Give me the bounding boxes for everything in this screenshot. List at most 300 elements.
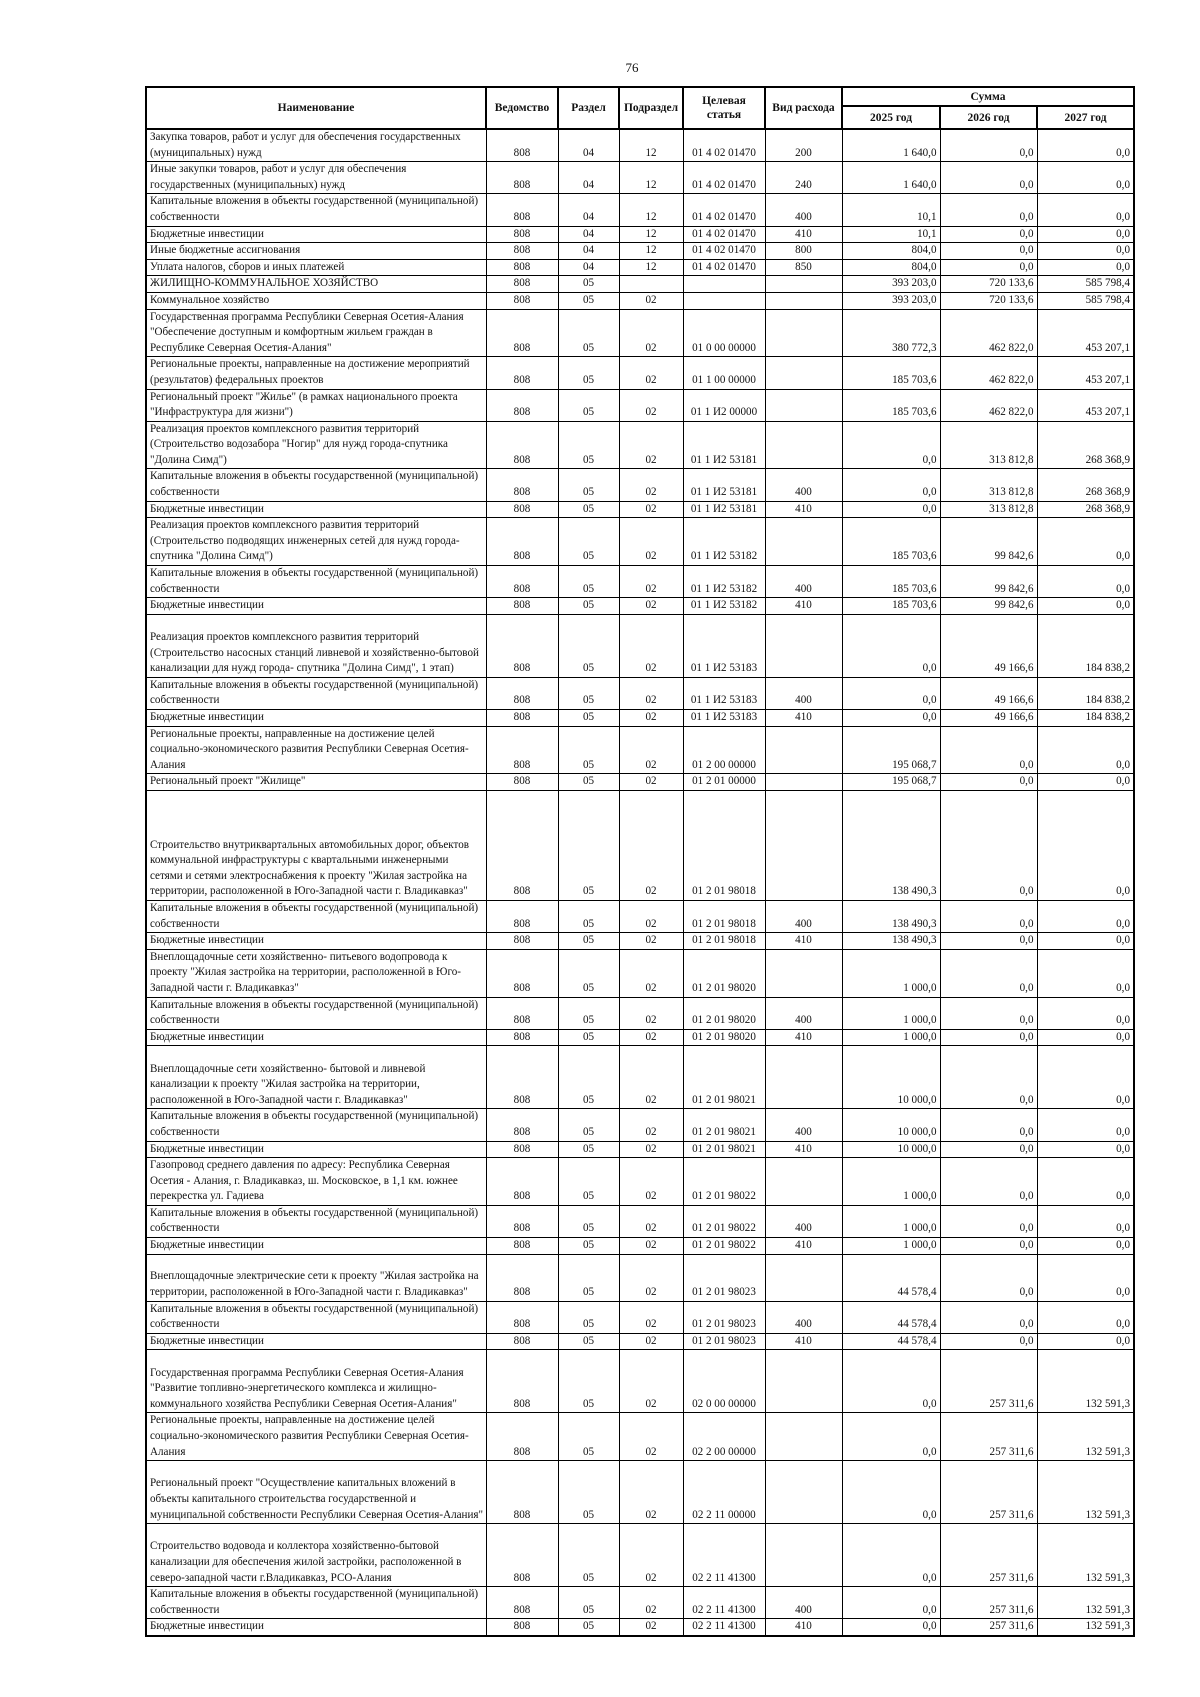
row-vid-rashoda <box>765 726 842 774</box>
table-row <box>146 614 1134 677</box>
row-podrazdel: 02 <box>619 1046 683 1109</box>
row-sum-2025: 0,0 <box>842 1413 940 1461</box>
table-row <box>146 790 1134 900</box>
row-sum-2025: 185 703,6 <box>842 598 940 615</box>
table-row <box>146 566 1134 598</box>
row-razdel: 05 <box>558 726 619 774</box>
row-sum-2027: 453 207,1 <box>1037 309 1134 357</box>
table-row <box>146 389 1134 421</box>
row-razdel: 05 <box>558 1524 619 1587</box>
row-celevaya-statya: 01 2 01 98020 <box>683 1029 765 1046</box>
row-vedomstvo: 808 <box>486 501 558 518</box>
row-name: Бюджетные инвестиции <box>146 501 486 518</box>
row-podrazdel: 02 <box>619 1158 683 1206</box>
row-sum-2026: 0,0 <box>940 1205 1037 1237</box>
row-vedomstvo: 808 <box>486 566 558 598</box>
row-sum-2027: 268 368,9 <box>1037 501 1134 518</box>
row-sum-2025: 1 640,0 <box>842 129 940 162</box>
row-celevaya-statya: 01 4 02 01470 <box>683 243 765 260</box>
row-sum-2025: 393 203,0 <box>842 292 940 309</box>
row-sum-2027: 132 591,3 <box>1037 1587 1134 1619</box>
row-sum-2026: 0,0 <box>940 1109 1037 1141</box>
row-sum-2025: 195 068,7 <box>842 726 940 774</box>
row-celevaya-statya: 01 1 И2 53182 <box>683 598 765 615</box>
row-vedomstvo: 808 <box>486 1413 558 1461</box>
row-celevaya-statya: 02 2 11 41300 <box>683 1587 765 1619</box>
row-celevaya-statya: 01 0 00 00000 <box>683 309 765 357</box>
table-row <box>146 129 1134 162</box>
row-sum-2025: 380 772,3 <box>842 309 940 357</box>
row-podrazdel: 02 <box>619 1413 683 1461</box>
table-row <box>146 1413 1134 1461</box>
row-celevaya-statya: 01 1 00 00000 <box>683 357 765 389</box>
row-razdel: 05 <box>558 1254 619 1301</box>
row-podrazdel: 02 <box>619 421 683 469</box>
table-row <box>146 518 1134 566</box>
row-sum-2025: 804,0 <box>842 259 940 276</box>
row-razdel: 05 <box>558 389 619 421</box>
row-sum-2025: 0,0 <box>842 469 940 501</box>
row-sum-2026: 0,0 <box>940 243 1037 260</box>
row-podrazdel: 02 <box>619 1619 683 1636</box>
row-podrazdel: 02 <box>619 469 683 501</box>
row-sum-2027: 132 591,3 <box>1037 1461 1134 1524</box>
row-sum-2027: 0,0 <box>1037 1046 1134 1109</box>
row-razdel: 05 <box>558 774 619 791</box>
row-razdel: 04 <box>558 162 619 194</box>
row-sum-2027: 0,0 <box>1037 194 1134 226</box>
row-razdel: 05 <box>558 276 619 293</box>
row-vedomstvo: 808 <box>486 259 558 276</box>
header-summa: Сумма <box>842 87 1134 106</box>
row-vid-rashoda <box>765 518 842 566</box>
row-sum-2025: 138 490,3 <box>842 900 940 932</box>
row-sum-2025: 185 703,6 <box>842 357 940 389</box>
row-name: Региональный проект "Жилье" (в рамках национального проекта "Инфраструктура для жизни") <box>146 389 486 421</box>
row-name: Капитальные вложения в объекты государственной (муниципальной) собственности <box>146 1109 486 1141</box>
table-row <box>146 1350 1134 1413</box>
row-podrazdel: 02 <box>619 1029 683 1046</box>
row-vid-rashoda: 410 <box>765 226 842 243</box>
row-celevaya-statya: 02 2 11 00000 <box>683 1461 765 1524</box>
row-name: Капитальные вложения в объекты государственной (муниципальной) собственности <box>146 1301 486 1333</box>
row-sum-2025: 10 000,0 <box>842 1109 940 1141</box>
row-sum-2026: 257 311,6 <box>940 1350 1037 1413</box>
row-sum-2027: 453 207,1 <box>1037 389 1134 421</box>
row-sum-2026: 0,0 <box>940 774 1037 791</box>
row-sum-2027: 0,0 <box>1037 1238 1134 1255</box>
row-celevaya-statya: 01 2 01 98022 <box>683 1205 765 1237</box>
row-razdel: 04 <box>558 259 619 276</box>
row-celevaya-statya: 01 2 01 98021 <box>683 1046 765 1109</box>
table-row <box>146 194 1134 226</box>
row-vedomstvo: 808 <box>486 1109 558 1141</box>
row-sum-2026: 257 311,6 <box>940 1524 1037 1587</box>
row-vid-rashoda <box>765 1254 842 1301</box>
row-vedomstvo: 808 <box>486 1141 558 1158</box>
row-sum-2026: 313 812,8 <box>940 469 1037 501</box>
table-header <box>146 87 1134 129</box>
table-row <box>146 1046 1134 1109</box>
row-vid-rashoda <box>765 421 842 469</box>
row-sum-2027: 0,0 <box>1037 1301 1134 1333</box>
row-sum-2027: 0,0 <box>1037 1029 1134 1046</box>
row-sum-2026: 0,0 <box>940 1333 1037 1350</box>
row-vid-rashoda: 400 <box>765 1301 842 1333</box>
row-name: Капитальные вложения в объекты государственной (муниципальной) собственности <box>146 900 486 932</box>
row-sum-2025: 185 703,6 <box>842 566 940 598</box>
table-row <box>146 1109 1134 1141</box>
row-name: Внеплощадочные сети хозяйственно- бытовой и ливневой канализации к проекту "Жилая застройка на территории, расположенной в Юго-Западной части г. Владикавказ" <box>146 1046 486 1109</box>
row-sum-2027: 0,0 <box>1037 1109 1134 1141</box>
row-vid-rashoda: 410 <box>765 1619 842 1636</box>
row-vid-rashoda: 400 <box>765 469 842 501</box>
row-vedomstvo: 808 <box>486 276 558 293</box>
row-vedomstvo: 808 <box>486 309 558 357</box>
row-podrazdel: 12 <box>619 259 683 276</box>
row-sum-2025: 1 000,0 <box>842 1029 940 1046</box>
row-vid-rashoda: 400 <box>765 194 842 226</box>
row-podrazdel <box>619 276 683 293</box>
row-vedomstvo: 808 <box>486 1254 558 1301</box>
row-sum-2027: 0,0 <box>1037 1254 1134 1301</box>
row-sum-2027: 184 838,2 <box>1037 710 1134 727</box>
row-podrazdel: 02 <box>619 389 683 421</box>
row-name: Капитальные вложения в объекты государственной (муниципальной) собственности <box>146 1587 486 1619</box>
row-sum-2026: 257 311,6 <box>940 1619 1037 1636</box>
row-sum-2026: 0,0 <box>940 790 1037 900</box>
row-sum-2027: 0,0 <box>1037 1141 1134 1158</box>
row-sum-2027: 0,0 <box>1037 726 1134 774</box>
row-celevaya-statya: 01 2 01 00000 <box>683 774 765 791</box>
row-sum-2026: 99 842,6 <box>940 566 1037 598</box>
row-podrazdel: 02 <box>619 1587 683 1619</box>
row-vedomstvo: 808 <box>486 1158 558 1206</box>
table-row <box>146 501 1134 518</box>
row-podrazdel: 02 <box>619 1350 683 1413</box>
row-sum-2025: 804,0 <box>842 243 940 260</box>
row-podrazdel: 02 <box>619 309 683 357</box>
row-sum-2025: 0,0 <box>842 1587 940 1619</box>
row-vid-rashoda: 800 <box>765 243 842 260</box>
row-razdel: 05 <box>558 614 619 677</box>
row-podrazdel: 02 <box>619 997 683 1029</box>
row-vid-rashoda <box>765 357 842 389</box>
row-sum-2026: 0,0 <box>940 997 1037 1029</box>
row-sum-2027: 268 368,9 <box>1037 469 1134 501</box>
table-row <box>146 243 1134 260</box>
row-sum-2025: 0,0 <box>842 501 940 518</box>
row-vedomstvo: 808 <box>486 1350 558 1413</box>
row-vid-rashoda <box>765 1413 842 1461</box>
row-celevaya-statya: 02 2 00 00000 <box>683 1413 765 1461</box>
table-row <box>146 677 1134 709</box>
row-razdel: 04 <box>558 226 619 243</box>
row-name: Строительство внутриквартальных автомобильных дорог, объектов коммунальной инфраструктуры с квартальными инженерными сетями и сетями электроснабжения к проекту "Жилая застройка на территории, расположенной в Юго-Западной части г. Владикавказ" <box>146 790 486 900</box>
row-vedomstvo: 808 <box>486 421 558 469</box>
row-celevaya-statya: 01 2 01 98020 <box>683 949 765 997</box>
row-sum-2026: 99 842,6 <box>940 518 1037 566</box>
row-celevaya-statya <box>683 292 765 309</box>
row-celevaya-statya: 01 2 01 98023 <box>683 1254 765 1301</box>
row-celevaya-statya: 01 2 01 98023 <box>683 1333 765 1350</box>
row-name: Региональные проекты, направленные на достижение целей социально-экономического развития Республики Северная Осетия-Алания <box>146 1413 486 1461</box>
row-vid-rashoda <box>765 276 842 293</box>
row-sum-2026: 0,0 <box>940 933 1037 950</box>
row-name: Государственная программа Республики Северная Осетия-Алания "Обеспечение доступным и комфортным жильем граждан в Республике Северная Осетия-Алания" <box>146 309 486 357</box>
table-row <box>146 1524 1134 1587</box>
row-vedomstvo: 808 <box>486 389 558 421</box>
row-razdel: 05 <box>558 1205 619 1237</box>
row-vid-rashoda <box>765 1350 842 1413</box>
row-vedomstvo: 808 <box>486 129 558 162</box>
row-podrazdel: 02 <box>619 598 683 615</box>
row-sum-2027: 0,0 <box>1037 949 1134 997</box>
row-name: Закупка товаров, работ и услуг для обеспечения государственных (муниципальных) нужд <box>146 129 486 162</box>
row-sum-2027: 0,0 <box>1037 243 1134 260</box>
row-podrazdel: 02 <box>619 1254 683 1301</box>
header-celevaya-statya: Целевая статья <box>683 87 765 129</box>
table-row <box>146 726 1134 774</box>
row-sum-2027: 132 591,3 <box>1037 1413 1134 1461</box>
row-vedomstvo: 808 <box>486 1029 558 1046</box>
row-sum-2027: 0,0 <box>1037 790 1134 900</box>
row-vid-rashoda <box>765 790 842 900</box>
row-sum-2027: 0,0 <box>1037 518 1134 566</box>
row-sum-2025: 1 000,0 <box>842 1205 940 1237</box>
row-celevaya-statya: 01 2 01 98022 <box>683 1238 765 1255</box>
row-sum-2027: 453 207,1 <box>1037 357 1134 389</box>
row-vid-rashoda: 410 <box>765 501 842 518</box>
row-vid-rashoda: 200 <box>765 129 842 162</box>
row-vedomstvo: 808 <box>486 710 558 727</box>
row-sum-2027: 0,0 <box>1037 129 1134 162</box>
row-razdel: 05 <box>558 501 619 518</box>
row-sum-2027: 0,0 <box>1037 162 1134 194</box>
row-celevaya-statya: 01 2 00 00000 <box>683 726 765 774</box>
row-sum-2027: 0,0 <box>1037 226 1134 243</box>
table-row <box>146 309 1134 357</box>
row-vid-rashoda: 400 <box>765 1109 842 1141</box>
row-sum-2026: 0,0 <box>940 1238 1037 1255</box>
row-sum-2027: 0,0 <box>1037 598 1134 615</box>
row-celevaya-statya: 01 1 И2 53182 <box>683 566 765 598</box>
row-podrazdel: 12 <box>619 162 683 194</box>
table-row <box>146 710 1134 727</box>
row-sum-2027: 132 591,3 <box>1037 1619 1134 1636</box>
table-row <box>146 1141 1134 1158</box>
row-razdel: 05 <box>558 1461 619 1524</box>
row-sum-2026: 99 842,6 <box>940 598 1037 615</box>
row-razdel: 05 <box>558 710 619 727</box>
row-sum-2025: 1 640,0 <box>842 162 940 194</box>
row-sum-2025: 138 490,3 <box>842 933 940 950</box>
table-row <box>146 1158 1134 1206</box>
header-name: Наименование <box>146 87 486 129</box>
row-name: Бюджетные инвестиции <box>146 933 486 950</box>
row-sum-2025: 0,0 <box>842 1619 940 1636</box>
row-vedomstvo: 808 <box>486 518 558 566</box>
row-razdel: 05 <box>558 1046 619 1109</box>
row-celevaya-statya: 01 2 01 98020 <box>683 997 765 1029</box>
row-razdel: 05 <box>558 1238 619 1255</box>
row-name: Внеплощадочные сети хозяйственно- питьевого водопровода к проекту "Жилая застройка на территории, расположенной в Юго-Западной части г. Владикавказ" <box>146 949 486 997</box>
row-name: Бюджетные инвестиции <box>146 1619 486 1636</box>
table-row <box>146 292 1134 309</box>
row-name: Бюджетные инвестиции <box>146 1333 486 1350</box>
row-sum-2025: 0,0 <box>842 1461 940 1524</box>
row-sum-2026: 0,0 <box>940 726 1037 774</box>
row-sum-2026: 0,0 <box>940 1158 1037 1206</box>
row-sum-2025: 0,0 <box>842 677 940 709</box>
row-celevaya-statya: 01 1 И2 53181 <box>683 501 765 518</box>
row-podrazdel: 02 <box>619 501 683 518</box>
row-vid-rashoda: 400 <box>765 566 842 598</box>
row-podrazdel: 02 <box>619 710 683 727</box>
row-sum-2025: 44 578,4 <box>842 1254 940 1301</box>
table-row <box>146 162 1134 194</box>
row-celevaya-statya: 01 2 01 98021 <box>683 1109 765 1141</box>
row-sum-2027: 585 798,4 <box>1037 276 1134 293</box>
row-name: Реализация проектов комплексного развития территорий (Строительство подводящих инженерных сетей для нужд города- спутника "Долина Симд") <box>146 518 486 566</box>
row-sum-2026: 0,0 <box>940 162 1037 194</box>
row-celevaya-statya: 01 1 И2 53183 <box>683 677 765 709</box>
row-sum-2025: 10 000,0 <box>842 1046 940 1109</box>
row-sum-2025: 0,0 <box>842 421 940 469</box>
row-sum-2027: 0,0 <box>1037 933 1134 950</box>
row-vedomstvo: 808 <box>486 1238 558 1255</box>
row-name: Региональный проект "Жилище" <box>146 774 486 791</box>
row-vid-rashoda <box>765 1461 842 1524</box>
row-razdel: 05 <box>558 1350 619 1413</box>
row-vedomstvo: 808 <box>486 243 558 260</box>
table-row <box>146 598 1134 615</box>
row-vid-rashoda: 410 <box>765 598 842 615</box>
row-vedomstvo: 808 <box>486 949 558 997</box>
row-celevaya-statya <box>683 276 765 293</box>
row-razdel: 05 <box>558 1333 619 1350</box>
row-celevaya-statya: 01 1 И2 53182 <box>683 518 765 566</box>
row-podrazdel: 02 <box>619 900 683 932</box>
row-razdel: 05 <box>558 949 619 997</box>
table-row <box>146 1301 1134 1333</box>
row-sum-2026: 313 812,8 <box>940 501 1037 518</box>
row-sum-2025: 0,0 <box>842 1524 940 1587</box>
row-sum-2025: 10,1 <box>842 194 940 226</box>
row-razdel: 05 <box>558 518 619 566</box>
row-podrazdel: 12 <box>619 243 683 260</box>
row-name: Региональные проекты, направленные на достижение мероприятий (результатов) федеральных проектов <box>146 357 486 389</box>
row-sum-2025: 1 000,0 <box>842 949 940 997</box>
row-vid-rashoda: 400 <box>765 997 842 1029</box>
row-razdel: 05 <box>558 790 619 900</box>
row-celevaya-statya: 01 4 02 01470 <box>683 259 765 276</box>
row-celevaya-statya: 01 1 И2 00000 <box>683 389 765 421</box>
row-podrazdel: 02 <box>619 677 683 709</box>
row-vid-rashoda: 410 <box>765 933 842 950</box>
row-sum-2027: 268 368,9 <box>1037 421 1134 469</box>
row-sum-2027: 585 798,4 <box>1037 292 1134 309</box>
row-name: Реализация проектов комплексного развития территорий (Строительство водозабора "Ногир" для нужд города-спутника "Долина Симд") <box>146 421 486 469</box>
row-vedomstvo: 808 <box>486 194 558 226</box>
table-row <box>146 357 1134 389</box>
row-sum-2027: 184 838,2 <box>1037 614 1134 677</box>
row-razdel: 05 <box>558 469 619 501</box>
table-row <box>146 1238 1134 1255</box>
table-row <box>146 1587 1134 1619</box>
table-row <box>146 949 1134 997</box>
row-celevaya-statya: 01 2 01 98022 <box>683 1158 765 1206</box>
page-number: 76 <box>625 60 639 75</box>
row-podrazdel: 02 <box>619 1205 683 1237</box>
table-body <box>146 129 1134 1636</box>
row-sum-2025: 0,0 <box>842 1350 940 1413</box>
row-vedomstvo: 808 <box>486 726 558 774</box>
table-row <box>146 1333 1134 1350</box>
row-vid-rashoda: 400 <box>765 900 842 932</box>
row-sum-2025: 1 000,0 <box>842 1158 940 1206</box>
row-sum-2026: 49 166,6 <box>940 710 1037 727</box>
row-sum-2027: 0,0 <box>1037 1158 1134 1206</box>
row-vid-rashoda <box>765 1524 842 1587</box>
row-sum-2025: 393 203,0 <box>842 276 940 293</box>
row-razdel: 04 <box>558 243 619 260</box>
header-year-2026: 2026 год <box>940 106 1037 129</box>
table-row <box>146 469 1134 501</box>
header-podrazdel: Подраздел <box>619 87 683 129</box>
row-vid-rashoda: 400 <box>765 1587 842 1619</box>
row-razdel: 05 <box>558 1029 619 1046</box>
row-sum-2026: 462 822,0 <box>940 389 1037 421</box>
row-podrazdel: 02 <box>619 949 683 997</box>
row-celevaya-statya: 01 2 01 98023 <box>683 1301 765 1333</box>
row-razdel: 05 <box>558 1141 619 1158</box>
row-vedomstvo: 808 <box>486 790 558 900</box>
row-podrazdel: 02 <box>619 1141 683 1158</box>
row-podrazdel: 02 <box>619 790 683 900</box>
row-sum-2026: 257 311,6 <box>940 1461 1037 1524</box>
row-vedomstvo: 808 <box>486 1301 558 1333</box>
row-name: Уплата налогов, сборов и иных платежей <box>146 259 486 276</box>
row-name: Региональный проект "Осуществление капитальных вложений в объекты капитального строительства государственной и муниципальной собственности Республики Северная Осетия-Алания" <box>146 1461 486 1524</box>
row-razdel: 05 <box>558 933 619 950</box>
row-vid-rashoda: 410 <box>765 1333 842 1350</box>
row-sum-2025: 44 578,4 <box>842 1301 940 1333</box>
row-sum-2025: 1 000,0 <box>842 997 940 1029</box>
table-row <box>146 774 1134 791</box>
budget-table <box>145 86 1135 1637</box>
row-celevaya-statya: 02 2 11 41300 <box>683 1524 765 1587</box>
row-sum-2026: 0,0 <box>940 900 1037 932</box>
row-vid-rashoda: 410 <box>765 1141 842 1158</box>
table-row <box>146 1254 1134 1301</box>
row-vid-rashoda: 400 <box>765 677 842 709</box>
row-razdel: 05 <box>558 566 619 598</box>
row-name: Капитальные вложения в объекты государственной (муниципальной) собственности <box>146 997 486 1029</box>
row-podrazdel: 02 <box>619 1301 683 1333</box>
row-podrazdel: 02 <box>619 1109 683 1141</box>
row-podrazdel: 02 <box>619 357 683 389</box>
row-sum-2026: 0,0 <box>940 1254 1037 1301</box>
row-sum-2026: 257 311,6 <box>940 1587 1037 1619</box>
row-sum-2026: 0,0 <box>940 949 1037 997</box>
table-row <box>146 421 1134 469</box>
row-vedomstvo: 808 <box>486 162 558 194</box>
row-vid-rashoda: 400 <box>765 1205 842 1237</box>
row-podrazdel: 02 <box>619 614 683 677</box>
row-celevaya-statya: 02 0 00 00000 <box>683 1350 765 1413</box>
row-name: ЖИЛИЩНО-КОММУНАЛЬНОЕ ХОЗЯЙСТВО <box>146 276 486 293</box>
